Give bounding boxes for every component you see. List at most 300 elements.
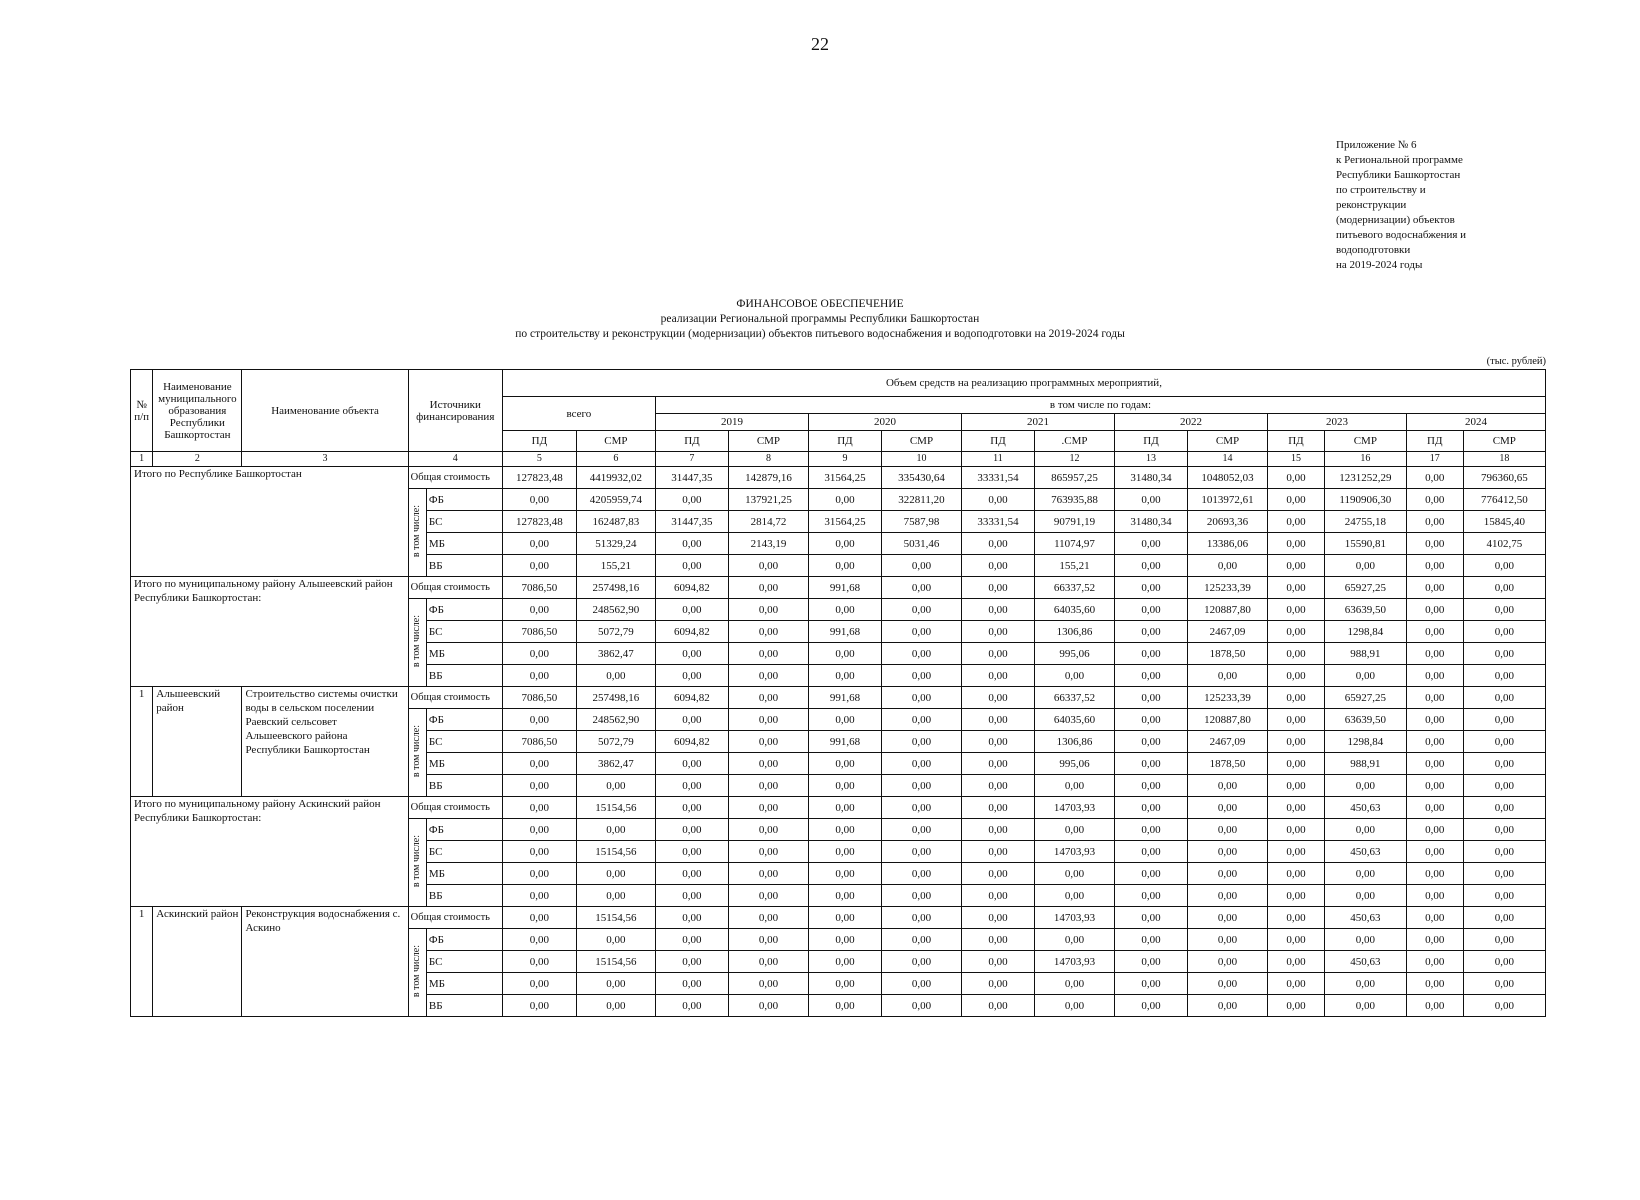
value-cell: 0,00: [808, 863, 881, 885]
value-cell: 0,00: [808, 995, 881, 1017]
value-cell: 0,00: [728, 797, 808, 819]
title-line-3: по строительству и реконструкции (модернизации) объектов питьевого водоснабжения и водоподготовки на 2019-2024 годы: [515, 328, 1125, 340]
value-cell: 0,00: [808, 753, 881, 775]
value-cell: 65927,25: [1324, 687, 1406, 709]
value-cell: 120887,80: [1188, 709, 1268, 731]
value-cell: 0,00: [1463, 665, 1545, 687]
source-name: МБ: [426, 753, 502, 775]
header-smr: СМР: [576, 431, 655, 452]
value-cell: 0,00: [808, 555, 881, 577]
value-cell: 248562,90: [576, 599, 655, 621]
appendix-line: по строительству и: [1336, 184, 1426, 196]
value-cell: 11074,97: [1034, 533, 1114, 555]
financing-table: [130, 369, 1546, 1017]
value-cell: 0,00: [1115, 929, 1188, 951]
source-name: ВБ: [426, 665, 502, 687]
value-cell: 0,00: [502, 929, 576, 951]
header-smr: СМР: [1188, 431, 1268, 452]
value-cell: 0,00: [655, 995, 728, 1017]
value-cell: 0,00: [502, 489, 576, 511]
value-cell: 125233,39: [1188, 577, 1268, 599]
value-cell: 988,91: [1324, 643, 1406, 665]
including-label-cell: [408, 929, 426, 1017]
value-cell: 995,06: [1034, 753, 1114, 775]
header-year-2019: 2019: [655, 414, 808, 431]
value-cell: 0,00: [728, 951, 808, 973]
value-cell: 0,00: [962, 797, 1035, 819]
value-cell: 0,00: [808, 929, 881, 951]
section-title: Итого по муниципальному району Аскинский район Республики Башкортостан:: [131, 797, 409, 907]
value-cell: 0,00: [1188, 973, 1268, 995]
value-cell: 257498,16: [576, 687, 655, 709]
value-cell: 31564,25: [808, 467, 881, 489]
value-cell: 1878,50: [1188, 753, 1268, 775]
value-cell: 0,00: [1268, 819, 1325, 841]
header-smr: СМР: [728, 431, 808, 452]
value-cell: 0,00: [655, 555, 728, 577]
value-cell: 0,00: [655, 885, 728, 907]
value-cell: 0,00: [1268, 643, 1325, 665]
value-cell: 0,00: [1115, 621, 1188, 643]
value-cell: 0,00: [1324, 775, 1406, 797]
value-cell: 0,00: [502, 995, 576, 1017]
value-cell: 0,00: [1115, 973, 1188, 995]
value-cell: 125233,39: [1188, 687, 1268, 709]
value-cell: 2467,09: [1188, 731, 1268, 753]
value-cell: 0,00: [655, 907, 728, 929]
value-cell: 0,00: [502, 643, 576, 665]
value-cell: 0,00: [728, 621, 808, 643]
value-cell: 1190906,30: [1324, 489, 1406, 511]
value-cell: 0,00: [1324, 929, 1406, 951]
including-label: в том числе:: [411, 724, 423, 778]
value-cell: 0,00: [728, 995, 808, 1017]
value-cell: 6094,82: [655, 731, 728, 753]
value-cell: 0,00: [1268, 555, 1325, 577]
value-cell: 0,00: [1268, 731, 1325, 753]
source-name: БС: [426, 511, 502, 533]
column-number: 12: [1034, 452, 1114, 467]
value-cell: 90791,19: [1034, 511, 1114, 533]
value-cell: 7587,98: [881, 511, 961, 533]
value-cell: 0,00: [1406, 797, 1463, 819]
header-smr: СМР: [1324, 431, 1406, 452]
value-cell: 0,00: [962, 753, 1035, 775]
title-line-1: ФИНАНСОВОЕ ОБЕСПЕЧЕНИЕ: [736, 298, 904, 310]
value-cell: 6094,82: [655, 577, 728, 599]
value-cell: 0,00: [1268, 599, 1325, 621]
value-cell: 991,68: [808, 687, 881, 709]
value-cell: 0,00: [655, 929, 728, 951]
value-cell: 13386,06: [1188, 533, 1268, 555]
value-cell: 0,00: [881, 929, 961, 951]
value-cell: 0,00: [1463, 643, 1545, 665]
value-cell: 0,00: [502, 599, 576, 621]
value-cell: 0,00: [1268, 753, 1325, 775]
value-cell: 0,00: [1406, 577, 1463, 599]
value-cell: 0,00: [1115, 687, 1188, 709]
value-cell: 0,00: [808, 643, 881, 665]
value-cell: 0,00: [1463, 775, 1545, 797]
value-cell: 155,21: [1034, 555, 1114, 577]
value-cell: 0,00: [502, 797, 576, 819]
value-cell: 0,00: [502, 885, 576, 907]
value-cell: 0,00: [881, 709, 961, 731]
value-cell: 0,00: [1463, 599, 1545, 621]
value-cell: 51329,24: [576, 533, 655, 555]
value-cell: 162487,83: [576, 511, 655, 533]
value-cell: 0,00: [655, 709, 728, 731]
value-cell: 0,00: [1188, 775, 1268, 797]
table-row: [131, 687, 1546, 709]
value-cell: 0,00: [1406, 489, 1463, 511]
section-title: Итого по Республике Башкортостан: [131, 467, 409, 577]
value-cell: 0,00: [502, 819, 576, 841]
value-cell: 0,00: [576, 885, 655, 907]
value-cell: 0,00: [881, 577, 961, 599]
value-cell: 0,00: [728, 973, 808, 995]
value-cell: 0,00: [1115, 665, 1188, 687]
table-row: [131, 797, 1546, 819]
source-name: ВБ: [426, 885, 502, 907]
value-cell: 15154,56: [576, 951, 655, 973]
value-cell: 0,00: [728, 907, 808, 929]
header-volume: Объем средств на реализацию программных мероприятий,: [502, 370, 1545, 397]
title-line-2: реализации Региональной программы Республики Башкортостан: [660, 313, 980, 325]
value-cell: 0,00: [1268, 775, 1325, 797]
value-cell: 796360,65: [1463, 467, 1545, 489]
value-cell: 4102,75: [1463, 533, 1545, 555]
value-cell: 0,00: [881, 907, 961, 929]
value-cell: 142879,16: [728, 467, 808, 489]
value-cell: 0,00: [808, 907, 881, 929]
value-cell: 7086,50: [502, 687, 576, 709]
value-cell: 0,00: [502, 709, 576, 731]
value-cell: 0,00: [728, 665, 808, 687]
value-cell: 335430,64: [881, 467, 961, 489]
value-cell: 0,00: [1463, 863, 1545, 885]
value-cell: 0,00: [881, 951, 961, 973]
value-cell: 0,00: [962, 929, 1035, 951]
value-cell: 0,00: [1463, 951, 1545, 973]
value-cell: 137921,25: [728, 489, 808, 511]
value-cell: 0,00: [962, 533, 1035, 555]
value-cell: 31480,34: [1115, 511, 1188, 533]
value-cell: 0,00: [1406, 599, 1463, 621]
appendix-line: реконструкции: [1336, 199, 1407, 211]
appendix-note: [1336, 138, 1516, 273]
including-label: в том числе:: [411, 504, 423, 558]
including-label-cell: [408, 489, 426, 577]
value-cell: 0,00: [1406, 863, 1463, 885]
value-cell: 0,00: [1406, 511, 1463, 533]
header-total: всего: [502, 397, 655, 431]
value-cell: 0,00: [1463, 753, 1545, 775]
value-cell: 0,00: [1188, 907, 1268, 929]
source-name: ФБ: [426, 709, 502, 731]
value-cell: 15154,56: [576, 797, 655, 819]
value-cell: 0,00: [1406, 885, 1463, 907]
value-cell: 0,00: [655, 599, 728, 621]
value-cell: 0,00: [962, 885, 1035, 907]
value-cell: 0,00: [576, 665, 655, 687]
value-cell: 0,00: [1115, 533, 1188, 555]
value-cell: 15845,40: [1463, 511, 1545, 533]
value-cell: 0,00: [1268, 863, 1325, 885]
value-cell: 0,00: [502, 841, 576, 863]
value-cell: 0,00: [1115, 731, 1188, 753]
value-cell: 0,00: [1034, 775, 1114, 797]
header-smr: СМР: [881, 431, 961, 452]
source-name: МБ: [426, 643, 502, 665]
value-cell: 865957,25: [1034, 467, 1114, 489]
value-cell: 0,00: [1268, 841, 1325, 863]
source-name: ВБ: [426, 555, 502, 577]
value-cell: 0,00: [808, 709, 881, 731]
value-cell: 1298,84: [1324, 731, 1406, 753]
value-cell: 0,00: [1324, 555, 1406, 577]
value-cell: 0,00: [962, 907, 1035, 929]
header-pd: ПД: [962, 431, 1035, 452]
value-cell: 0,00: [1115, 599, 1188, 621]
value-cell: 0,00: [1268, 885, 1325, 907]
value-cell: 0,00: [1115, 819, 1188, 841]
value-cell: 0,00: [1268, 665, 1325, 687]
value-cell: 991,68: [808, 577, 881, 599]
value-cell: 0,00: [881, 797, 961, 819]
value-cell: 0,00: [962, 841, 1035, 863]
value-cell: 0,00: [962, 599, 1035, 621]
value-cell: 63639,50: [1324, 709, 1406, 731]
table-row: [131, 907, 1546, 929]
value-cell: 0,00: [808, 973, 881, 995]
value-cell: 0,00: [1034, 885, 1114, 907]
value-cell: 0,00: [1188, 995, 1268, 1017]
value-cell: 0,00: [808, 819, 881, 841]
value-cell: 0,00: [881, 885, 961, 907]
value-cell: 0,00: [1463, 819, 1545, 841]
value-cell: 257498,16: [576, 577, 655, 599]
value-cell: 0,00: [1406, 841, 1463, 863]
value-cell: 0,00: [1406, 643, 1463, 665]
value-cell: 0,00: [962, 775, 1035, 797]
value-cell: 5072,79: [576, 731, 655, 753]
value-cell: 0,00: [881, 819, 961, 841]
value-cell: 0,00: [1463, 621, 1545, 643]
value-cell: 0,00: [1188, 951, 1268, 973]
column-number: 18: [1463, 452, 1545, 467]
value-cell: 63639,50: [1324, 599, 1406, 621]
header-object: Наименование объекта: [242, 370, 408, 452]
value-cell: 0,00: [881, 753, 961, 775]
including-label-cell: [408, 819, 426, 907]
value-cell: 0,00: [808, 599, 881, 621]
appendix-line: к Региональной программе: [1336, 154, 1463, 166]
row-number: 1: [131, 907, 153, 1017]
value-cell: 248562,90: [576, 709, 655, 731]
value-cell: 0,00: [881, 599, 961, 621]
value-cell: 0,00: [655, 533, 728, 555]
header-source: Источники финансирования: [408, 370, 502, 452]
value-cell: 0,00: [1115, 577, 1188, 599]
column-number: 9: [808, 452, 881, 467]
value-cell: 0,00: [502, 951, 576, 973]
header-year-2023: 2023: [1268, 414, 1407, 431]
value-cell: 0,00: [962, 951, 1035, 973]
value-cell: 0,00: [1268, 907, 1325, 929]
value-cell: 0,00: [655, 643, 728, 665]
municipality-name: Аскинский район: [153, 907, 242, 1017]
table-body: [131, 467, 1546, 1017]
value-cell: 0,00: [655, 973, 728, 995]
value-cell: 2467,09: [1188, 621, 1268, 643]
column-numbers-row: [131, 452, 1546, 467]
value-cell: 0,00: [881, 643, 961, 665]
value-cell: 0,00: [728, 929, 808, 951]
value-cell: 0,00: [1268, 709, 1325, 731]
header-pd: ПД: [1406, 431, 1463, 452]
value-cell: 127823,48: [502, 467, 576, 489]
value-cell: 0,00: [962, 643, 1035, 665]
value-cell: 0,00: [1406, 775, 1463, 797]
value-cell: 0,00: [1115, 797, 1188, 819]
value-cell: 0,00: [1188, 863, 1268, 885]
value-cell: 0,00: [1268, 951, 1325, 973]
value-cell: 14703,93: [1034, 951, 1114, 973]
value-cell: 0,00: [502, 555, 576, 577]
column-number: 10: [881, 452, 961, 467]
value-cell: 0,00: [1034, 995, 1114, 1017]
value-cell: 0,00: [1268, 973, 1325, 995]
value-cell: 0,00: [728, 577, 808, 599]
value-cell: 0,00: [962, 665, 1035, 687]
value-cell: 0,00: [962, 687, 1035, 709]
value-cell: 1231252,29: [1324, 467, 1406, 489]
units-note: (тыс. рублей): [1486, 356, 1546, 367]
header-pd: ПД: [1268, 431, 1325, 452]
value-cell: 776412,50: [1463, 489, 1545, 511]
value-cell: 0,00: [728, 599, 808, 621]
value-cell: 0,00: [881, 995, 961, 1017]
source-name: БС: [426, 841, 502, 863]
column-number: 6: [576, 452, 655, 467]
value-cell: 64035,60: [1034, 709, 1114, 731]
header-smr: СМР: [1463, 431, 1545, 452]
value-cell: 5072,79: [576, 621, 655, 643]
column-number: 13: [1115, 452, 1188, 467]
value-cell: 0,00: [1268, 577, 1325, 599]
value-cell: 0,00: [1463, 555, 1545, 577]
value-cell: 5031,46: [881, 533, 961, 555]
value-cell: 0,00: [1463, 687, 1545, 709]
value-cell: 0,00: [1406, 951, 1463, 973]
column-number: 11: [962, 452, 1035, 467]
value-cell: 0,00: [728, 731, 808, 753]
header-municipality: Наименование муниципального образования Республики Башкортостан: [153, 370, 242, 452]
value-cell: 0,00: [1324, 819, 1406, 841]
value-cell: 0,00: [808, 489, 881, 511]
value-cell: 322811,20: [881, 489, 961, 511]
value-cell: 31564,25: [808, 511, 881, 533]
source-name: МБ: [426, 863, 502, 885]
value-cell: 0,00: [1115, 753, 1188, 775]
value-cell: 0,00: [962, 863, 1035, 885]
value-cell: 0,00: [1115, 775, 1188, 797]
header-year-2022: 2022: [1115, 414, 1268, 431]
value-cell: 0,00: [881, 555, 961, 577]
value-cell: 0,00: [1268, 621, 1325, 643]
value-cell: 0,00: [962, 555, 1035, 577]
source-total: Общая стоимость: [408, 907, 502, 929]
appendix-line: на 2019-2024 годы: [1336, 259, 1423, 271]
value-cell: 2143,19: [728, 533, 808, 555]
value-cell: 4205959,74: [576, 489, 655, 511]
header-pd: ПД: [502, 431, 576, 452]
value-cell: 14703,93: [1034, 797, 1114, 819]
value-cell: 0,00: [808, 841, 881, 863]
value-cell: 7086,50: [502, 621, 576, 643]
column-number: 3: [242, 452, 408, 467]
value-cell: 0,00: [1406, 907, 1463, 929]
source-name: БС: [426, 951, 502, 973]
source-name: ВБ: [426, 995, 502, 1017]
value-cell: 0,00: [502, 863, 576, 885]
value-cell: 0,00: [962, 731, 1035, 753]
value-cell: 33331,54: [962, 467, 1035, 489]
value-cell: 0,00: [1406, 621, 1463, 643]
value-cell: 0,00: [1406, 687, 1463, 709]
page-number: 22: [811, 34, 829, 54]
value-cell: 15154,56: [576, 907, 655, 929]
value-cell: 0,00: [502, 907, 576, 929]
appendix-line: Приложение № 6: [1336, 139, 1417, 151]
value-cell: 0,00: [1324, 863, 1406, 885]
value-cell: 0,00: [808, 797, 881, 819]
appendix-line: (модернизации) объектов: [1336, 214, 1455, 226]
header-pd: ПД: [655, 431, 728, 452]
object-name: Реконструкция водоснабжения с. Аскино: [242, 907, 408, 1017]
value-cell: 450,63: [1324, 841, 1406, 863]
source-total: Общая стоимость: [408, 797, 502, 819]
value-cell: 0,00: [1406, 467, 1463, 489]
value-cell: 0,00: [728, 709, 808, 731]
appendix-line: Республики Башкортостан: [1336, 169, 1461, 181]
value-cell: 450,63: [1324, 907, 1406, 929]
value-cell: 0,00: [1268, 929, 1325, 951]
value-cell: 1878,50: [1188, 643, 1268, 665]
value-cell: 0,00: [1324, 995, 1406, 1017]
value-cell: 0,00: [1034, 863, 1114, 885]
value-cell: 0,00: [1115, 709, 1188, 731]
value-cell: 0,00: [1463, 577, 1545, 599]
value-cell: 155,21: [576, 555, 655, 577]
value-cell: 3862,47: [576, 643, 655, 665]
value-cell: 1048052,03: [1188, 467, 1268, 489]
value-cell: 0,00: [728, 753, 808, 775]
value-cell: 0,00: [576, 929, 655, 951]
value-cell: 0,00: [808, 775, 881, 797]
column-number: 5: [502, 452, 576, 467]
value-cell: 0,00: [655, 863, 728, 885]
appendix-line: питьевого водоснабжения и: [1336, 229, 1467, 241]
value-cell: 14703,93: [1034, 841, 1114, 863]
value-cell: 0,00: [576, 775, 655, 797]
value-cell: 0,00: [728, 687, 808, 709]
header-no: № п/п: [131, 370, 153, 452]
value-cell: 7086,50: [502, 731, 576, 753]
value-cell: 0,00: [655, 489, 728, 511]
value-cell: 0,00: [881, 665, 961, 687]
